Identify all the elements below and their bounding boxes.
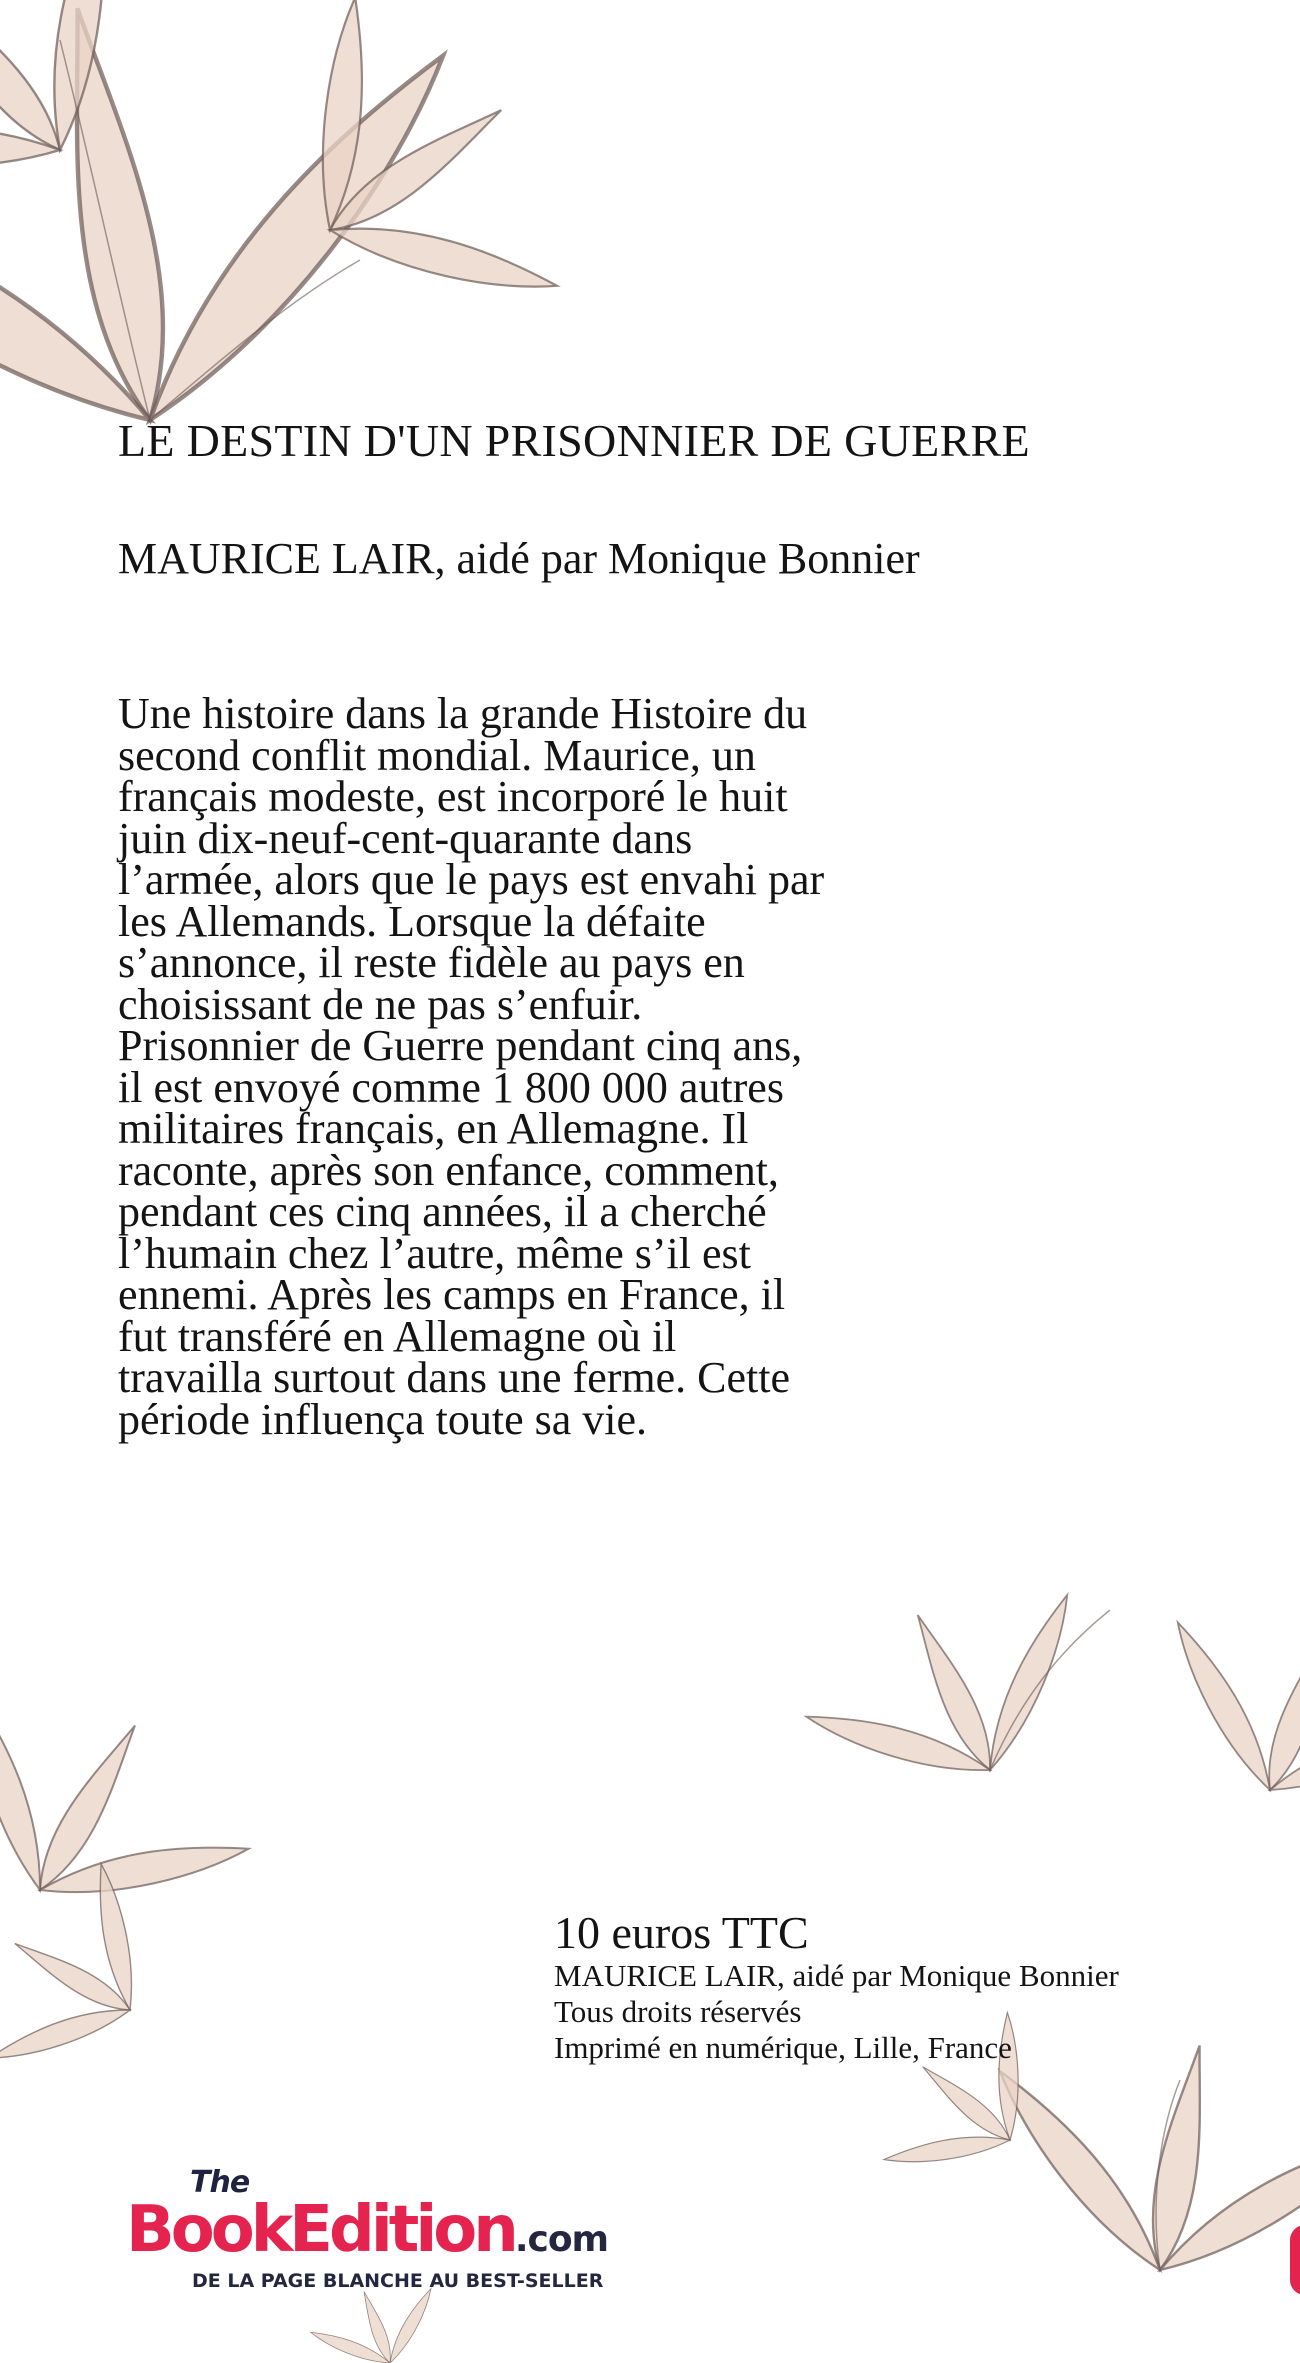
synopsis-line: travailla surtout dans une ferme. Cette	[118, 1353, 790, 1402]
synopsis-line: pendant ces cinq années, il a cherché	[118, 1187, 767, 1236]
synopsis-line: militaires français, en Allemagne. Il	[118, 1104, 749, 1153]
synopsis-line: les Allemands. Lorsque la défaite	[118, 896, 706, 946]
book-author: MAURICE LAIR, aidé par Monique Bonnier	[118, 534, 920, 583]
synopsis-line: second conflit mondial. Maurice, un	[118, 730, 756, 780]
synopsis-line: l’humain chez l’autre, même s’il est	[118, 1228, 751, 1278]
synopsis-line: fut transféré en Allemagne où il	[118, 1311, 677, 1361]
colophon-author: MAURICE LAIR, aidé par Monique Bonnier	[554, 1958, 1119, 1993]
logo-brand: BookEdition	[126, 2193, 515, 2267]
synopsis-line: l’armée, alors que le pays est envahi par	[118, 855, 825, 904]
rights-notice: Tous droits réservés	[554, 1994, 802, 2029]
synopsis-line: raconte, après son enfance, comment,	[118, 1145, 779, 1195]
synopsis-line: Prisonnier de Guerre pendant cinq ans,	[118, 1021, 803, 1070]
price: 10 euros TTC	[554, 1907, 809, 1958]
print-location: Imprimé en numérique, Lille, France	[554, 2030, 1012, 2065]
synopsis-line: choisissant de ne pas s’enfuir.	[118, 979, 643, 1029]
synopsis-line: juin dix-neuf-cent-quarante dans	[118, 813, 693, 863]
logo-tld: .com	[514, 2219, 609, 2260]
logo-prefix: The	[190, 2165, 250, 2200]
synopsis-line: il est envoyé comme 1 800 000 autres	[118, 1062, 784, 1112]
synopsis	[118, 689, 978, 1444]
publisher-logo	[120, 2155, 720, 2305]
synopsis-line: français modeste, est incorporé le huit	[118, 772, 788, 821]
book-title: LE DESTIN D'UN PRISONNIER DE GUERRE	[118, 415, 1030, 466]
edge-badge-icon	[1290, 2225, 1300, 2295]
synopsis-line: ennemi. Après les camps en France, il	[118, 1270, 786, 1319]
synopsis-line: s’annonce, il reste fidèle au pays en	[118, 938, 745, 987]
synopsis-line: période influença toute sa vie.	[118, 1394, 648, 1444]
logo-wordmark	[126, 2193, 608, 2267]
logo-tagline: DE LA PAGE BLANCHE AU BEST-SELLER	[192, 2270, 604, 2292]
synopsis-line: Une histoire dans la grande Histoire du	[118, 689, 808, 738]
colophon	[554, 1908, 1119, 2066]
